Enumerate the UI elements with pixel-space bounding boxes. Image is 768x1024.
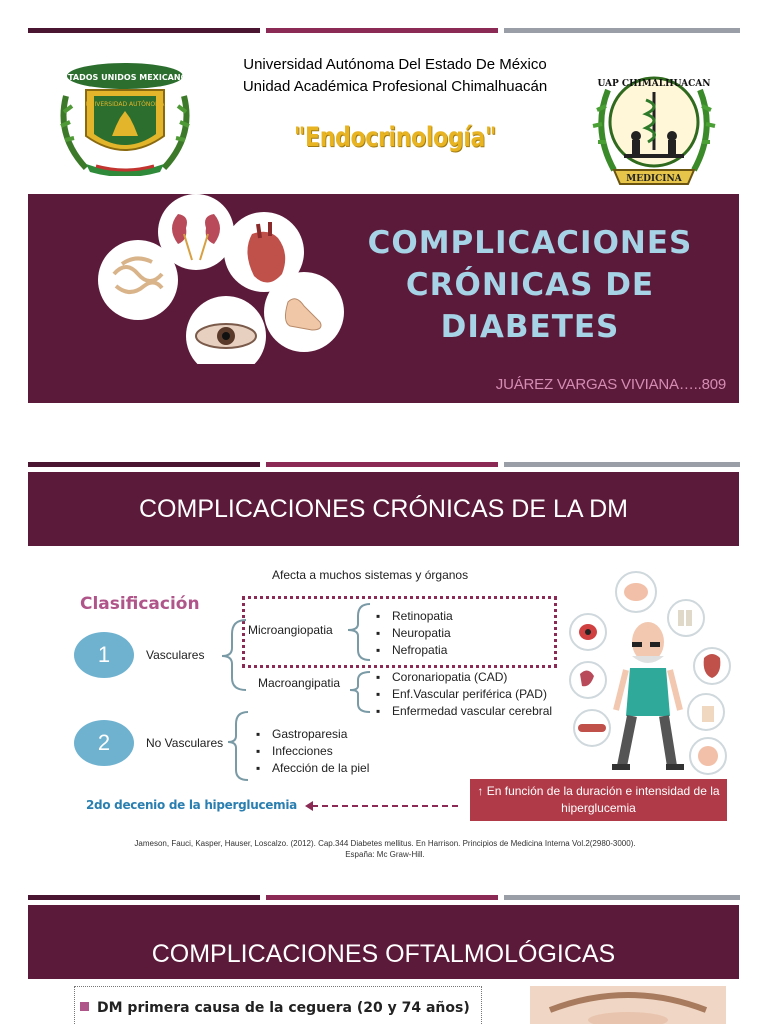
slide3-top-bars xyxy=(28,895,740,900)
list-item: ▪ Coronariopatia (CAD) xyxy=(376,669,552,686)
slide3-title: COMPLICACIONES OFTALMOLÓGICAS xyxy=(28,905,739,979)
classification-heading: Clasificación xyxy=(80,594,200,614)
list-item: ▪ Infecciones xyxy=(256,743,369,760)
university-name: Universidad Autónoma Del Estado De México xyxy=(243,56,547,73)
logo-left-inner-text: UNIVERSIDAD AUTÓNOMA xyxy=(85,101,165,108)
list-item: ▪ Retinopatia xyxy=(376,608,453,625)
elderly-complications-illustration xyxy=(566,570,736,780)
left-arrow-icon xyxy=(312,805,458,807)
slide3-bullet-text: DM primera causa de la ceguera (20 y 74 años) xyxy=(97,1000,470,1016)
author-name: JUÁREZ VARGAS VIVIANA…..809 xyxy=(495,376,726,393)
list-item: ▪ Enfermedad vascular cerebral xyxy=(376,703,552,720)
logo-left-arc-text: ESTADOS UNIDOS MEXICANOS xyxy=(56,73,194,82)
reference-line-2: España: Mc Graw-Hill. xyxy=(345,850,425,859)
group-2-badge: 2 xyxy=(74,720,134,766)
slide3-bullet xyxy=(80,1000,470,1016)
list-item: ▪ Enf.Vascular periférica (PAD) xyxy=(376,686,552,703)
slide2-title: COMPLICACIONES CRÓNICAS DE LA DM xyxy=(28,472,739,546)
reference-line-1: Jameson, Fauci, Kasper, Hauser, Loscalzo. (2012). Cap.344 Diabetes mellitus. En Harrison. Principios de Medicina Interna Vol.2(2980-3000). xyxy=(134,839,636,848)
non-vascular-label: No Vasculares xyxy=(146,736,224,750)
microangiopathy-label: Microangiopatia xyxy=(248,623,333,637)
title-line-3: DIABETES xyxy=(440,309,620,345)
list-item: ▪ Neuropatia xyxy=(376,625,453,642)
group-1-badge: 1 xyxy=(74,632,134,678)
title-line-2: CRÓNICAS DE xyxy=(405,267,655,303)
macroangiopathy-label: Macroangipatia xyxy=(258,676,341,690)
list-item: ▪ Nefropatia xyxy=(376,642,453,659)
bullet-square-icon xyxy=(80,1002,89,1011)
vascular-label: Vasculares xyxy=(146,648,205,662)
subject-title: "Endocrinología" xyxy=(293,122,497,153)
logo-right-arc-text: UAP CHIMALHUACAN xyxy=(597,79,711,89)
decade-label: 2do decenio de la hiperglucemia xyxy=(86,798,297,812)
list-item: ▪ Gastroparesia xyxy=(256,726,369,743)
affects-text: Afecta a muchos sistemas y órganos xyxy=(272,568,469,582)
logo-right-banner-text: MEDICINA xyxy=(626,174,682,184)
academic-unit: Unidad Académica Profesional Chimalhuacán xyxy=(242,78,548,95)
bibliographic-reference xyxy=(40,838,730,860)
face-photo xyxy=(530,986,726,1024)
title-line-1: COMPLICACIONES xyxy=(367,225,693,261)
duration-note: ↑ En función de la duración e intensidad de la hiperglucemia xyxy=(470,779,727,821)
list-item: ▪ Afección de la piel xyxy=(256,760,369,777)
